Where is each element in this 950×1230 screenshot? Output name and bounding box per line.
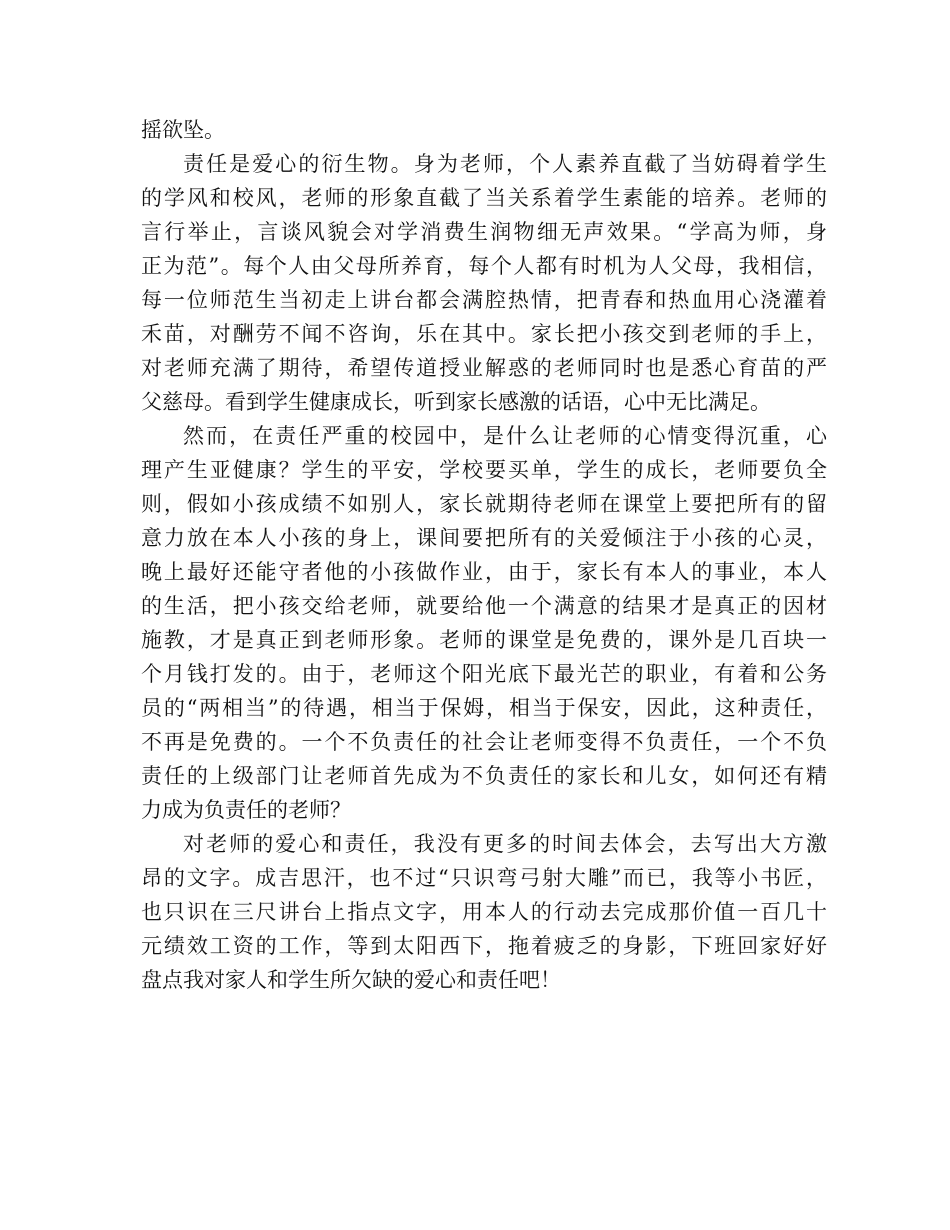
text-line: 对老师充满了期待，希望传道授业解惑的老师同时也是悉心育苗的严 xyxy=(141,356,827,380)
paragraph-2 xyxy=(141,147,827,419)
paragraph-3 xyxy=(141,419,827,827)
text-line: 理产生亚健康？学生的平安，学校要买单，学生的成长，老师要负全 xyxy=(141,458,827,482)
text-line: 责任的上级部门让老师首先成为不负责任的家长和儿女，如何还有精 xyxy=(141,764,827,788)
text-line: 责任是爱心的衍生物。身为老师，个人素养直截了当妨碍着学生 xyxy=(183,152,827,176)
text-line: 言行举止，言谈风貌会对学消费生润物细无声效果。“学高为师，身 xyxy=(141,220,827,244)
text-line: 父慈母。看到学生健康成长，听到家长感激的话语，心中无比满足。 xyxy=(141,390,771,414)
text-line: 的学风和校风，老师的形象直截了当关系着学生素能的培养。老师的 xyxy=(141,186,827,210)
text-line: 则，假如小孩成绩不如别人，家长就期待老师在课堂上要把所有的留 xyxy=(141,492,827,516)
text-line: 个月钱打发的。由于，老师这个阳光底下最光芒的职业，有着和公务 xyxy=(141,662,827,686)
text-line: 员的“两相当”的待遇，相当于保姆，相当于保安，因此，这种责任， xyxy=(141,696,827,720)
paragraph-4 xyxy=(141,827,827,997)
text-line: 禾苗，对酬劳不闻不咨询，乐在其中。家长把小孩交到老师的手上， xyxy=(141,322,827,346)
text-line: 元绩效工资的工作，等到太阳西下，拖着疲乏的身影，下班回家好好 xyxy=(141,934,827,958)
text-line: 施教，才是真正到老师形象。老师的课堂是免费的，课外是几百块一 xyxy=(141,628,827,652)
text-line: 力成为负责任的老师？ xyxy=(141,798,351,822)
text-line: 正为范”。每个人由父母所养育，每个人都有时机为人父母，我相信， xyxy=(141,254,827,278)
text-line: 晚上最好还能守者他的小孩做作业，由于，家长有本人的事业，本人 xyxy=(141,560,827,584)
text-line: 摇欲坠。 xyxy=(141,118,225,142)
text-line: 意力放在本人小孩的身上，课间要把所有的关爱倾注于小孩的心灵， xyxy=(141,526,827,550)
text-line: 不再是免费的。一个不负责任的社会让老师变得不负责任，一个不负 xyxy=(141,730,827,754)
paragraph-1 xyxy=(141,113,827,147)
text-line: 的生活，把小孩交给老师，就要给他一个满意的结果才是真正的因材 xyxy=(141,594,827,618)
text-line: 对老师的爱心和责任，我没有更多的时间去体会，去写出大方激 xyxy=(183,832,827,856)
text-line: 昂的文字。成吉思汗，也不过“只识弯弓射大雕”而已，我等小书匠， xyxy=(141,866,827,890)
document-body xyxy=(141,113,827,997)
text-line: 也只识在三尺讲台上指点文字，用本人的行动去完成那价值一百几十 xyxy=(141,900,827,924)
text-line: 然而，在责任严重的校园中，是什么让老师的心情变得沉重，心 xyxy=(183,424,827,448)
text-line: 盘点我对家人和学生所欠缺的爱心和责任吧！ xyxy=(141,968,561,992)
text-line: 每一位师范生当初走上讲台都会满腔热情，把青春和热血用心浇灌着 xyxy=(141,288,827,312)
